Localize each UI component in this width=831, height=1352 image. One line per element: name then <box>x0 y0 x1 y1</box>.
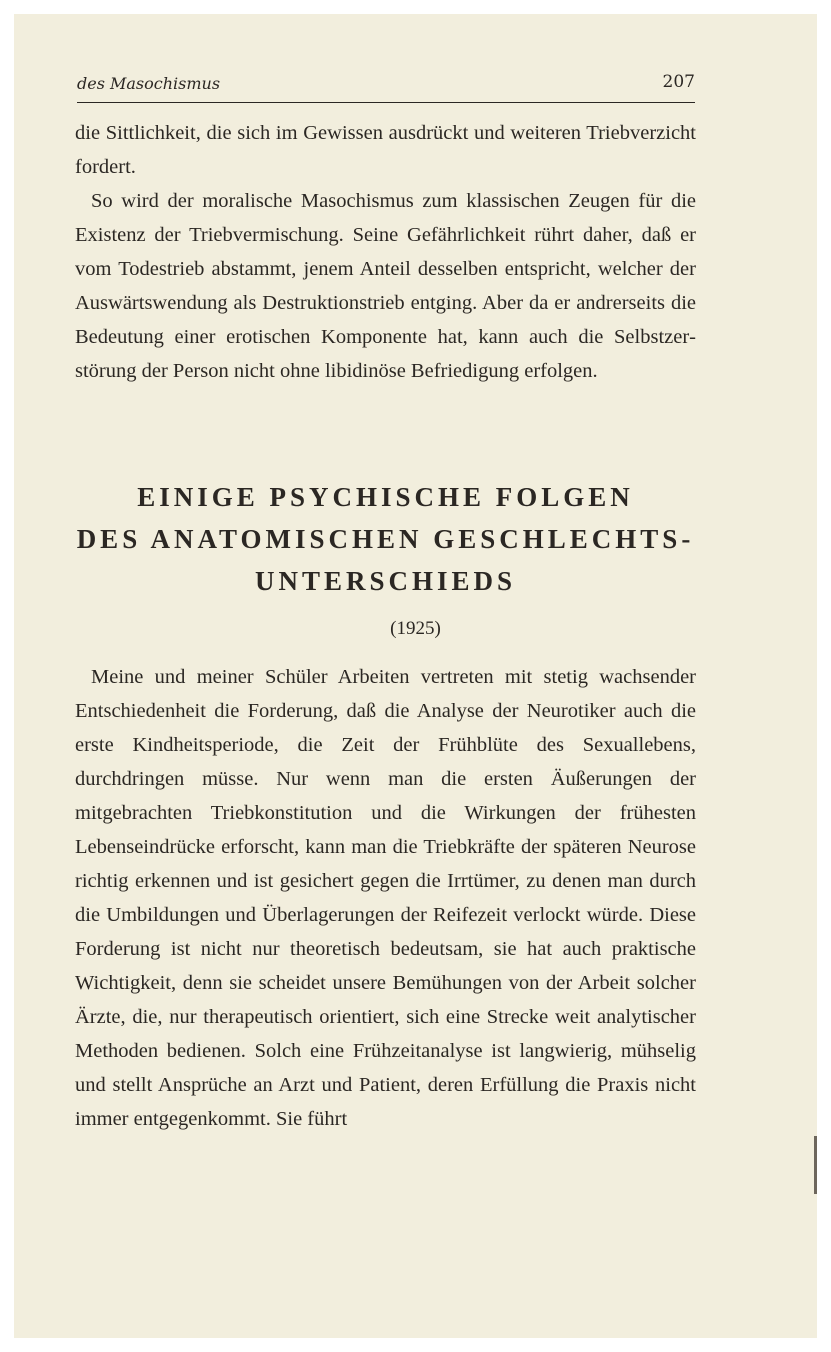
paragraph-main: Meine und meiner Schüler Arbeiten vertreten mit stetig wachsender Entschiedenheit die Forderung, daß die Analyse der Neurotiker auch die erste Kindheitsperiode, die Zeit der Frühblüte des Sexuallebens, durchdringen müsse. Nur wenn man die ersten Äußerungen der mitgebrachten Triebkonstitution und die Wirkungen der frühesten Lebenseindrücke erforscht, kann man die Triebkräfte der späteren Neurose richtig erkennen und ist gesichert gegen die Irrtümer, zu denen man durch die Umbildungen und Überlagerungen der Reifezeit verlockt würde. Diese Forderung ist nicht nur theoretisch bedeutsam, sie hat auch praktische Wichtigkeit, denn sie scheidet unsere Bemühungen von der Arbeit solcher Ärzte, die, nur therapeutisch orientiert, sich eine Strecke weit analytischer Methoden bedienen. Solch eine Frühzeitanalyse ist langwierig, mühselig und stellt Ansprüche an Arzt und Patient, deren Erfüllung die Praxis nicht immer entgegenkommt. Sie führt <box>75 666 696 1130</box>
heading-line-3: UNTERSCHIEDS <box>254 566 517 596</box>
page-number: 207 <box>662 72 695 92</box>
page-header <box>77 68 695 103</box>
page-edge-mark <box>814 1136 817 1194</box>
book-page <box>14 14 817 1338</box>
heading-line-1: EINIGE PSYCHISCHE FOLGEN <box>137 482 634 512</box>
text-block-bottom <box>75 660 696 1136</box>
heading-line-2: DES ANATOMISCHEN GESCHLECHTS- <box>76 524 695 554</box>
paragraph-moral-masochism: So wird der moralische Masochismus zum klassischen Zeugen für die Existenz der Triebvermischung. Seine Gefährlichkeit rührt daher, daß er vom Todestrieb abstammt, jenem Anteil desselben entspricht, welcher der Auswärtswendung als Destruktionstrieb entging. Aber da er andrerseits die Bedeutung einer erotischen Komponente hat, kann auch die Selbstzerstörung der Person nicht ohne libidinöse Befriedigung erfolgen. <box>75 190 696 382</box>
text-block-top <box>75 116 696 388</box>
section-year: (1925) <box>390 618 441 639</box>
paragraph-continuation: die Sittlichkeit, die sich im Gewissen ausdrückt und weiteren Triebverzicht fordert. <box>75 122 696 178</box>
running-title: des Masochismus <box>77 74 221 93</box>
section-heading <box>54 476 717 602</box>
